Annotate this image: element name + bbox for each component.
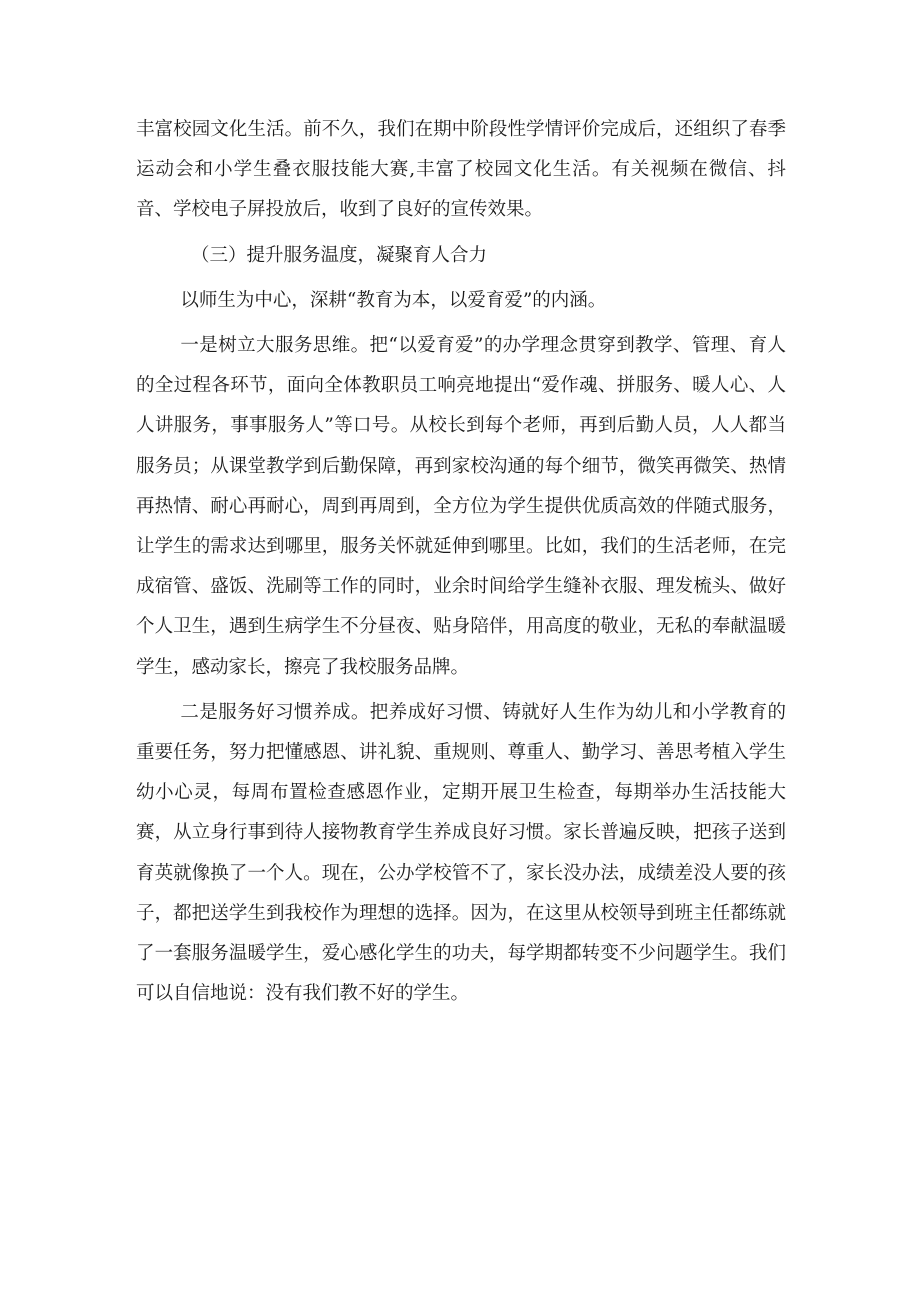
section-heading-service: （三）提升服务温度，凝聚育人合力 (191, 244, 488, 266)
document-body (136, 110, 786, 1014)
paragraph-campus-culture: 丰富校园文化生活。前不久，我们在期中阶段性学情评价完成后，还组织了春季运动会和小学生叠衣服技能大赛,丰富了校园文化生活。有关视频在微信、抖音、学校电子屏投放后，收到了良好的宣传效果。 (136, 119, 786, 221)
paragraph-service-thinking: 一是树立大服务思维。把“以爱育爱”的办学理念贯穿到教学、管理、育人的全过程各环节，面向全体教职员工响亮地提出“爱作魂、拼服务、暖人心、人人讲服务，事事服务人”等口号。从校长到每个老师，再到后勤人员，人人都当服务员；从课堂教学到后勤保障，再到家校沟通的每个细节，微笑再微笑、热情再热情、耐心再耐心，周到再周到，全方位为学生提供优质高效的伴随式服务，让学生的需求达到哪里，服务关怀就延伸到哪里。比如，我们的生活老师，在完成宿管、盛饭、洗刷等工作的同时，业余时间给学生缝补衣服、理发梳头、做好个人卫生，遇到生病学生不分昼夜、贴身陪伴，用高度的敬业，无私的奉献温暖学生，感动家长，擦亮了我校服务品牌。 (136, 335, 786, 678)
paragraph-good-habits: 二是服务好习惯养成。把养成好习惯、铸就好人生作为幼儿和小学教育的重要任务，努力把懂感恩、讲礼貌、重规则、尊重人、勤学习、善思考植入学生幼小心灵，每周布置检查感恩作业，定期开展卫生检查，每期举办生活技能大赛，从立身行事到待人接物教育学生养成良好习惯。家长普遍反映，把孩子送到育英就像换了一个人。现在，公办学校管不了，家长没办法，成绩差没人要的孩子，都把送学生到我校作为理想的选择。因为，在这里从校领导到班主任都练就了一套服务温暖学生，爱心感化学生的功夫，每学期都转变不少问题学生。我们可以自信地说：没有我们教不好的学生。 (136, 701, 786, 1005)
paragraph-center-intro: 以师生为中心，深耕“教育为本，以爱育爱”的内涵。 (180, 289, 607, 311)
